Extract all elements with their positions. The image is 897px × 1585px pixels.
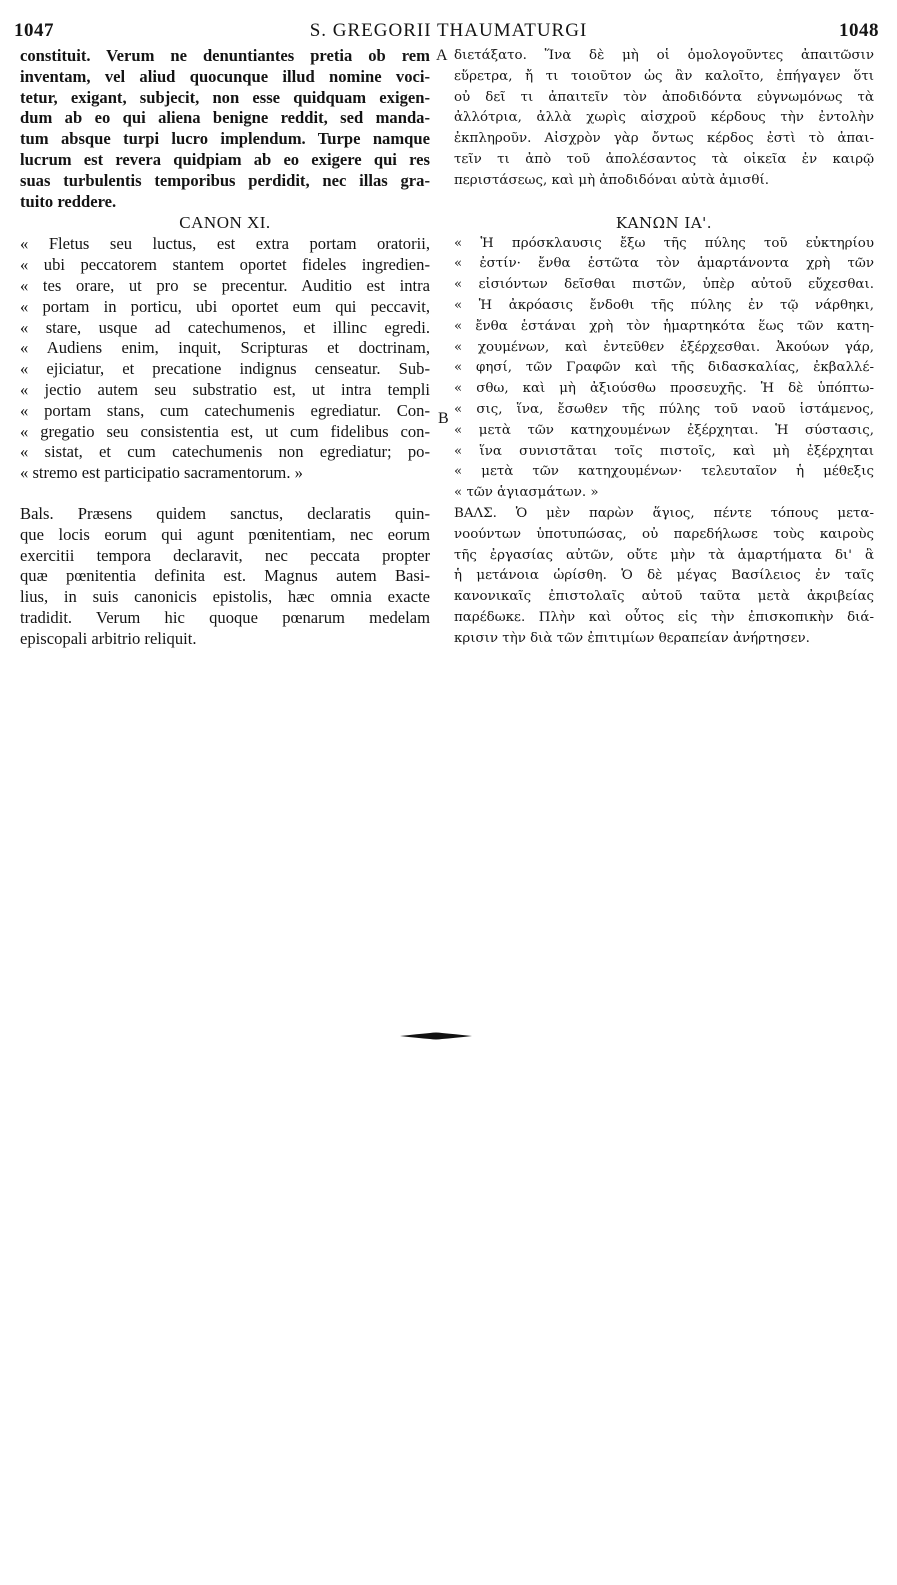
text-line: ἡ μετάνοια ὡρίσθη. Ὁ δὲ μέγας Βασίλειος ἐν ταῖς [454, 568, 874, 584]
text-line: « jectio autem seu substratio est, ut intra templi [20, 379, 430, 399]
latin-paragraph [20, 46, 430, 212]
text-line: « stremo est participatio sacramentorum. » [20, 463, 303, 483]
text-line: « εἰσιόντων δεῖσθαι πιστῶν, ὑπὲρ αὐτοῦ εὔχεσθαι. [454, 277, 874, 293]
text-line: « Ἡ ἀκρόασις ἔνδοθι τῆς πύλης ἐν τῷ νάρθηκι, [454, 297, 874, 313]
text-line: « φησί, τῶν Γραφῶν καὶ τῆς διδασκαλίας, ἐκβαλλέ- [454, 360, 874, 376]
text-line: τεῖν τι ἀπὸ τοῦ ἀπολέσαντος τὰ οἰκεῖα ἐν καιρῷ [454, 151, 874, 167]
canon-heading-greek: ΚΑΝΩΝ ΙΑ'. [615, 213, 713, 232]
greek-paragraph [454, 46, 874, 192]
page-number-right: 1048 [839, 20, 879, 41]
text-line: episcopali arbitrio reliquit. [20, 628, 197, 648]
canon-heading-latin: CANON XI. [179, 213, 271, 233]
margin-letter-b: B [438, 410, 449, 427]
commentary-greek [454, 504, 874, 650]
spacer [20, 484, 430, 504]
text-line: « ἐστίν· ἔνθα ἑστῶτα τὸν ἁμαρτάνοντα χρὴ τῶν [454, 256, 874, 272]
text-line: « σθω, καὶ μὴ ἀξιούσθω προσευχῆς. Ἡ δὲ ὑπόπτω- [454, 381, 874, 397]
text-line: « ἵνα συνιστᾶται τοῖς πιστοῖς, καὶ μὴ ἐξέρχηται [454, 443, 874, 459]
text-line: « portam in porticu, ubi oportet eum qui peccavit, [20, 296, 430, 316]
text-line: « ubi peccatorem stantem oportet fideles ingredien- [20, 255, 430, 275]
commentary-latin [20, 504, 430, 650]
text-line: inventam, vel aliud quocunque illud nomine voci- [20, 66, 430, 86]
text-line: tum absque turpi lucro implendum. Turpe namque [20, 129, 430, 149]
text-line: dum ab eo qui aliena benigne reddit, sed manda- [20, 108, 430, 128]
text-line: διετάξατο. Ἵνα δὲ μὴ οἱ ὁμολογοῦντες ἀπαιτῶσιν [454, 48, 874, 63]
text-line: suas turbulentis temporibus perdidit, nec illas gra- [20, 170, 430, 190]
margin-letter-a: A [436, 47, 448, 64]
text-line: constituit. Verum ne denuntiantes pretia ob rem [20, 46, 430, 65]
text-line: « τῶν ἁγιασμάτων. » [454, 485, 599, 501]
text-line: παρέδωκε. Πλὴν καὶ οὗτος εἰς τὴν ἐπισκοπικὴν διά- [454, 609, 874, 625]
text-line: lucrum est revera quidpiam ab eo exigere qui res [20, 149, 430, 169]
text-line: « μετὰ τῶν κατηχουμένων· τελευταῖον ἡ μέθεξις [454, 464, 874, 480]
text-line: « sistat, et cum catechumenis non egrediatur; po- [20, 442, 430, 462]
text-line: « χουμένων, καὶ ἐντεῦθεν ἐξέρχεσθαι. Ἀκούων γάρ, [454, 339, 874, 355]
text-line: ΒΑΛΣ. Ὁ μὲν παρὼν ἅγιος, πέντε τόπους μετα- [454, 505, 874, 521]
canon-text-latin [20, 234, 430, 484]
text-line: exercitii tempora declaravit, nec peccata propter [20, 545, 430, 565]
text-line: lius, in suis canonicis epistolis, hæc omnia exacte [20, 587, 430, 607]
text-line: « Fletus seu luctus, est extra portam oratorii, [20, 234, 430, 254]
text-line: « μετὰ τῶν κατηχουμένων ἐξέρχηται. Ἡ σύστασις, [454, 422, 874, 438]
end-ornament [400, 1032, 472, 1040]
text-line: tetur, exigant, subjecit, non esse quidquam exigen- [20, 87, 430, 107]
text-line: « Audiens enim, inquit, Scripturas et doctrinam, [20, 338, 430, 358]
text-line: κρισιν τὴν διὰ τῶν ἐπιτιμίων θεραπείαν ἀνήρτησεν. [454, 630, 810, 646]
text-line: περιστάσεως, καὶ μὴ ἀποδιδόναι αὐτὰ ἀμισθί. [454, 172, 769, 188]
text-line: « gregatio seu consistentia est, ut cum fidelibus con- [20, 421, 430, 441]
text-line: quæ pœnitentia definita est. Magnus autem Basi- [20, 566, 430, 586]
canon-text-greek [454, 234, 874, 504]
running-title: S. GREGORII THAUMATURGI [309, 20, 588, 41]
text-line: ἐκπληροῦν. Αἰσχρὸν γὰρ ὄντως κέρδος ἐστὶ τὸ ἀπαι- [454, 131, 874, 147]
text-line: tuito reddere. [20, 191, 117, 211]
page-header [0, 0, 897, 44]
text-line: « ejiciatur, et precatione indignus censeatur. Sub- [20, 359, 430, 379]
latin-column [20, 46, 430, 650]
text-line: « ἔνθα ἑστάναι χρὴ τὸν ἡμαρτηκότα ἕως τῶν κατη- [454, 318, 874, 334]
text-line: εὕρετρα, ἤ τι τοιοῦτον ὡς ἂν καλοῖτο, ἐπήγαγεν ὅτι [454, 68, 874, 84]
text-line: « portam stans, cum catechumenis egrediatur. Con- [20, 400, 430, 420]
text-line: Bals. Præsens quidem sanctus, declaratis quin- [20, 503, 430, 523]
text-line: ἀλλότρια, ἀλλὰ χωρὶς αἰσχροῦ κέρδους τὴν ἐντολὴν [454, 110, 874, 126]
text-line: « stare, usque ad catechumenos, et illinc egredi. [20, 317, 430, 337]
text-line: κανονικαῖς ἐπιστολαῖς αὐτοῦ ταῦτα μετὰ ἀκριβείας [454, 589, 874, 605]
text-line: « tes orare, ut pro se precentur. Auditio est intra [20, 275, 430, 295]
text-line: « Ἡ πρόσκλαυσις ἔξω τῆς πύλης τοῦ εὐκτηρίου [454, 235, 874, 251]
text-line: que locis eorum qui agunt pœnitentiam, nec eorum [20, 524, 430, 544]
text-line: tradidit. Verum hic quoque pœnarum medelam [20, 607, 430, 627]
page-number-left: 1047 [14, 20, 54, 41]
greek-column [454, 46, 874, 650]
text-line: τῆς ἐργασίας αὐτῶν, οὔτε μὴν τὰ ἁμαρτήματα δι' ἃ [454, 547, 874, 563]
text-line: « σις, ἵνα, ἔσωθεν τῆς πύλης τοῦ ναοῦ ἱστάμενος, [454, 401, 874, 417]
text-line: νοούντων ὑποτυπώσας, οὐ παρεδήλωσε τοὺς καιροὺς [454, 526, 874, 542]
spacer [454, 192, 874, 212]
text-line: οὐ δεῖ τι ἀπαιτεῖν τὸν ἀποδιδόντα εὐγνωμόνως τὰ [454, 89, 874, 105]
